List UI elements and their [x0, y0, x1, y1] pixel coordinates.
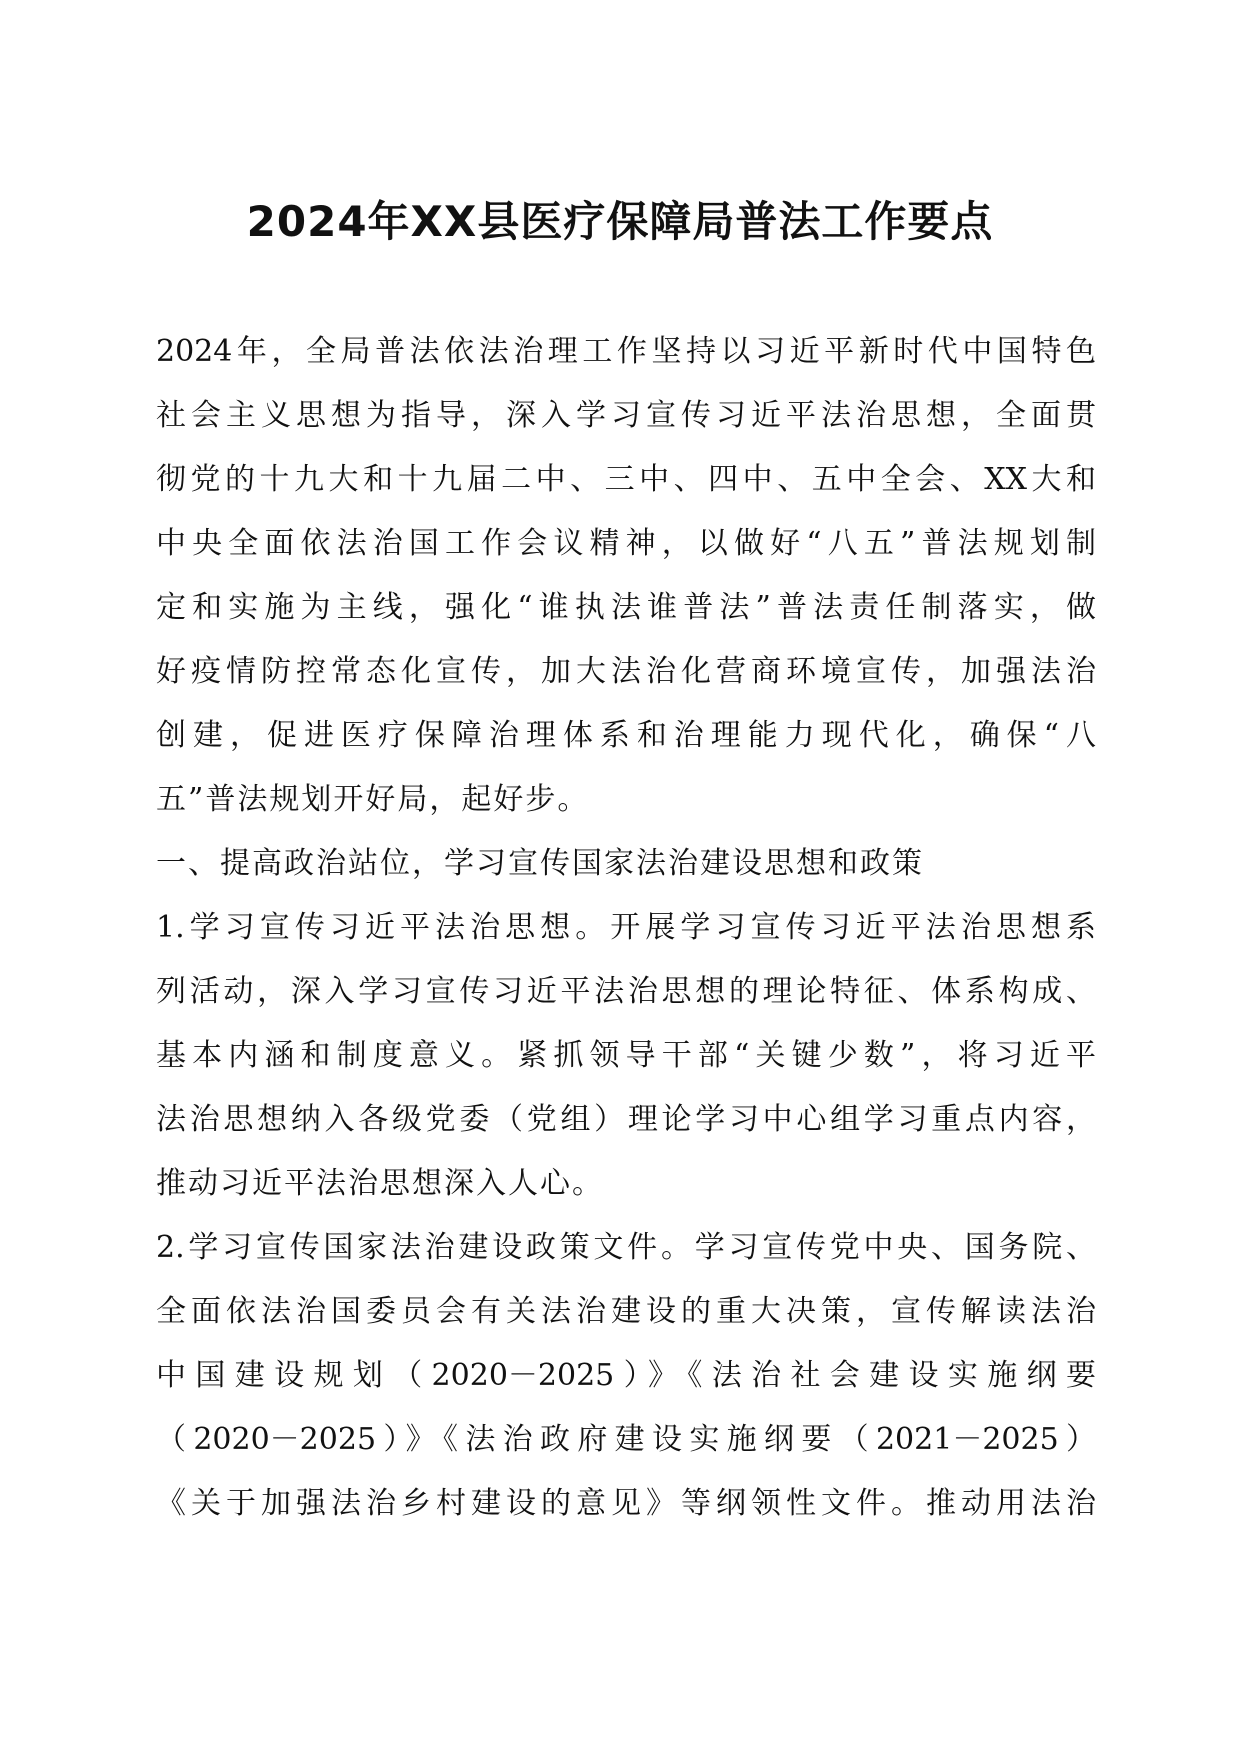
section-heading: 一、提高政治站位，学习宣传国家法治建设思想和政策	[156, 846, 924, 881]
paragraph-line: 定和实施为主线，强化“谁执法谁普法”普法责任制落实，做	[156, 590, 1096, 625]
paragraph-line: 彻党的十九大和十九届二中、三中、四中、五中全会、XX大和	[156, 462, 1096, 497]
paragraph-line: 1.学习宣传习近平法治思想。开展学习宣传习近平法治思想系	[156, 910, 1096, 945]
paragraph-line: 好疫情防控常态化宣传，加大法治化营商环境宣传，加强法治	[156, 654, 1096, 689]
paragraph-line: 全面依法治国委员会有关法治建设的重大决策，宣传解读法治	[156, 1294, 1096, 1329]
paragraph-line: 《关于加强法治乡村建设的意见》等纲领性文件。推动用法治	[156, 1486, 1096, 1521]
paragraph-line: 五”普法规划开好局，起好步。	[156, 782, 590, 817]
paragraph-line: 列活动，深入学习宣传习近平法治思想的理论特征、体系构成、	[156, 974, 1096, 1009]
paragraph-line: 基本内涵和制度意义。紧抓领导干部“关键少数”，将习近平	[156, 1038, 1096, 1073]
paragraph-line: 推动习近平法治思想深入人心。	[156, 1166, 604, 1201]
document-title: 2024年XX县医疗保障局普法工作要点	[246, 197, 994, 246]
paragraph-line: 2024年，全局普法依法治理工作坚持以习近平新时代中国特色	[156, 334, 1096, 369]
paragraph-line: 中国建设规划（2020－2025）》《法治社会建设实施纲要	[156, 1358, 1096, 1393]
paragraph-line: 创建，促进医疗保障治理体系和治理能力现代化，确保“八	[156, 718, 1096, 753]
paragraph-line: 社会主义思想为指导，深入学习宣传习近平法治思想，全面贯	[156, 398, 1096, 433]
paragraph-line: 中央全面依法治国工作会议精神，以做好“八五”普法规划制	[156, 526, 1096, 561]
paragraph-line: 法治思想纳入各级党委（党组）理论学习中心组学习重点内容，	[156, 1102, 1096, 1137]
paragraph-line: （2020－2025）》《法治政府建设实施纲要（2021－2025）	[156, 1422, 1096, 1457]
paragraph-line: 2.学习宣传国家法治建设政策文件。学习宣传党中央、国务院、	[156, 1230, 1096, 1265]
